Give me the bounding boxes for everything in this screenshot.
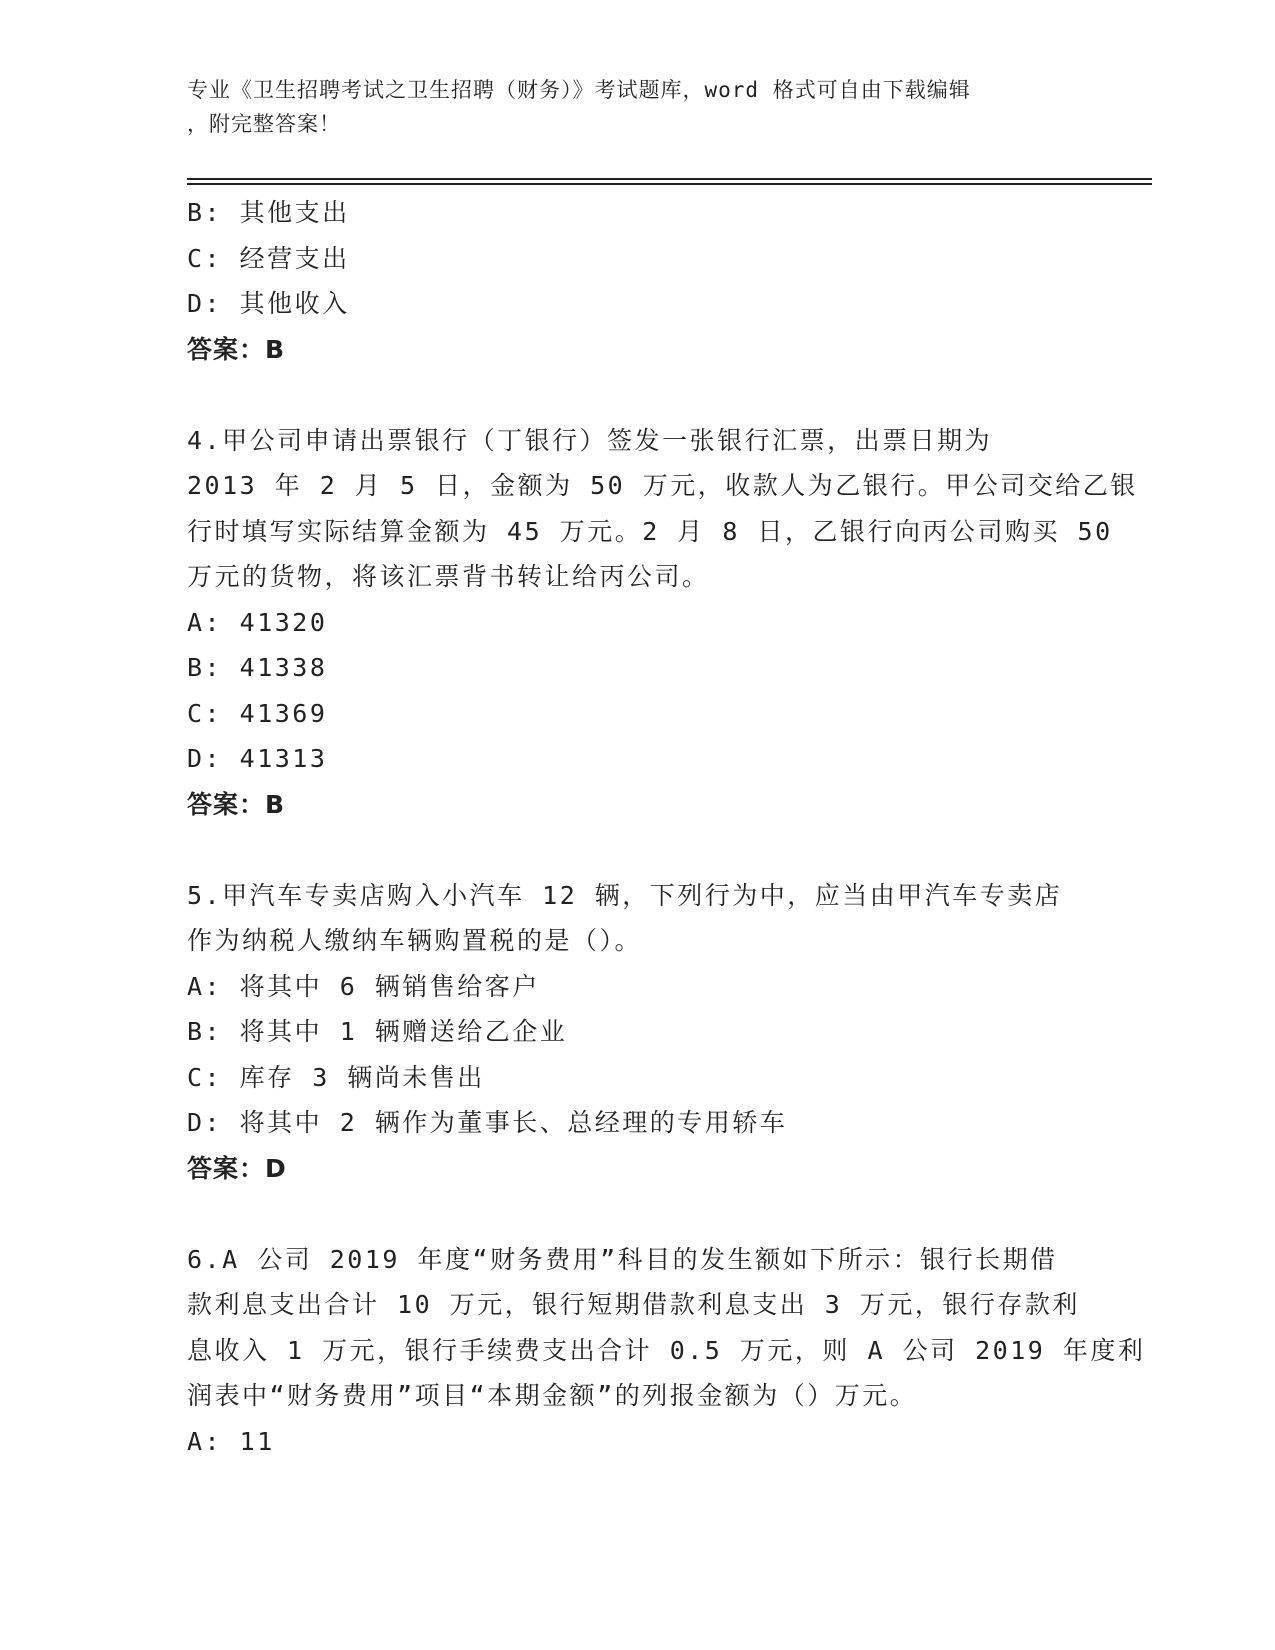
question-stem-line: 息收入 1 万元，银行手续费支出合计 0.5 万元，则 A 公司 2019 年度利 [187,1335,1146,1365]
question-spacer [187,827,1087,873]
question-spacer [187,372,1087,418]
question-5 [187,873,1087,1192]
question-stem-line: 2013 年 2 月 5 日，金额为 50 万元，收款人为乙银行。甲公司交给乙银 [187,471,1138,500]
header-divider-top [187,178,1152,180]
option-d: D: 将其中 2 辆作为董事长、总经理的专用轿车 [187,1108,788,1137]
question-stem-line: 作为纳税人缴纳车辆购置税的是（）。 [187,926,643,955]
answer-label: 答案：D [187,1153,287,1183]
question-stem-line: 润表中“财务费用”项目“本期金额”的列报金额为（）万元。 [187,1381,918,1410]
question-stem-line: 行时填写实际结算金额为 45 万元。2 月 8 日，乙银行向丙公司购买 50 [187,516,1113,546]
question-stem-line: 6.A 公司 2019 年度“财务费用”科目的发生额如下所示：银行长期借 [187,1244,1058,1274]
option-b: B: 41338 [187,653,328,682]
option-a: A: 41320 [187,607,328,637]
header-title-line-1: 专业《卫生招聘考试之卫生招聘（财务）》考试题库，word 格式可自由下载编辑 [187,78,971,102]
question-3-tail [187,190,1087,372]
option-d: D: 41313 [187,744,328,773]
document-header [187,73,1067,141]
question-6 [187,1237,1146,1465]
question-stem-line: 5.甲汽车专卖店购入小汽车 12 辆，下列行为中，应当由甲汽车专卖店 [187,880,1063,910]
option-a: A: 11 [187,1426,275,1456]
header-title-line-2: ，附完整答案！ [187,112,341,136]
question-stem-line: 万元的货物，将该汇票背书转让给丙公司。 [187,562,710,591]
option-a: A: 将其中 6 辆销售给客户 [187,971,540,1001]
option-d: D: 其他收入 [187,289,350,318]
question-stem-line: 款利息支出合计 10 万元，银行短期借款利息支出 3 万元，银行存款利 [187,1290,1080,1319]
question-content [187,190,1146,1464]
option-b: B: 将其中 1 辆赠送给乙企业 [187,1017,568,1046]
option-b: B: 其他支出 [187,198,350,227]
answer-label: 答案：B [187,334,286,364]
question-4 [187,418,1138,828]
answer-label: 答案：B [187,789,286,819]
question-stem-line: 4.甲公司申请出票银行（丁银行）签发一张银行汇票，出票日期为 [187,425,993,455]
question-spacer [187,1191,1087,1237]
header-divider-bottom [187,183,1152,185]
option-c: C: 41369 [187,698,328,728]
option-c: C: 经营支出 [187,243,350,273]
option-c: C: 库存 3 辆尚未售出 [187,1062,485,1092]
